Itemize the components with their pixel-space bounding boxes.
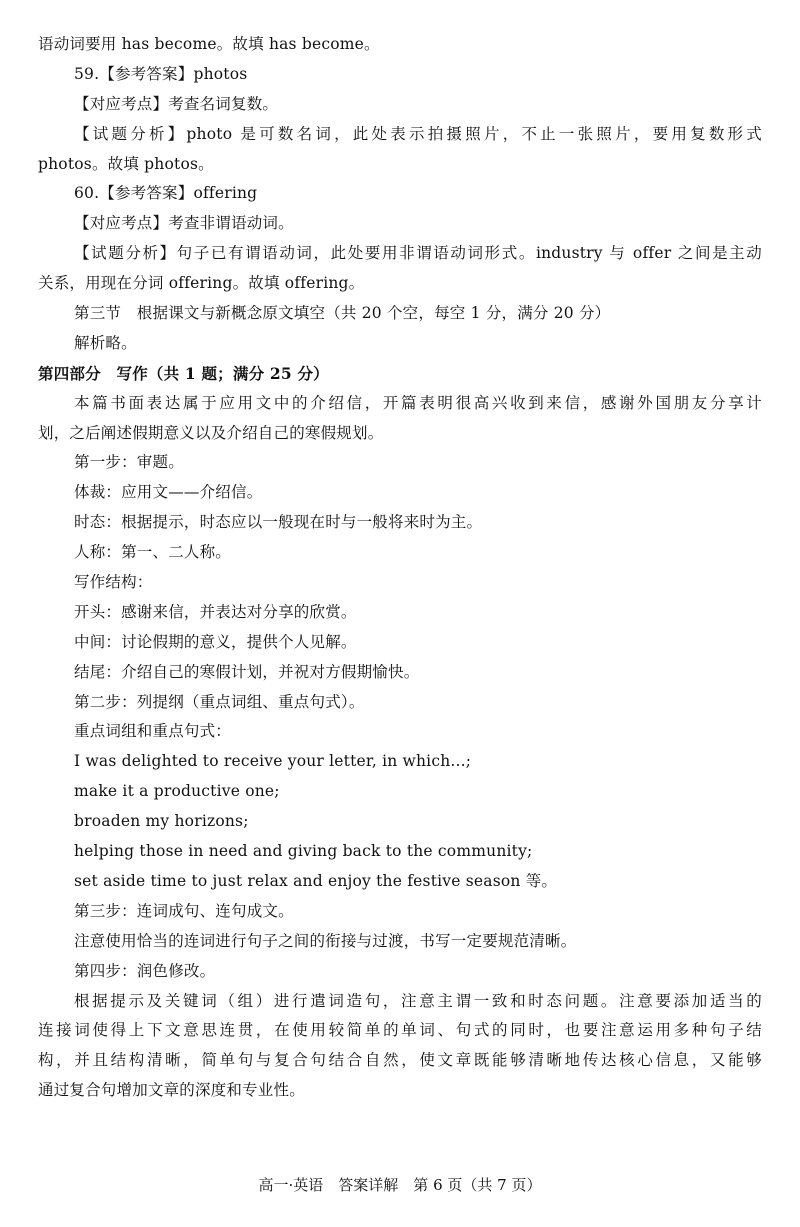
text-line: 【对应考点】考查非谓语动词。 [74, 214, 294, 233]
text-line: helping those in need and giving back to the community; [74, 842, 533, 861]
text-line: 59.【参考答案】photos [74, 64, 248, 83]
text-line: 第四步：润色修改。 [74, 961, 216, 980]
text-line: 关系，用现在分词 offering。故填 offering。 [38, 274, 365, 293]
text-line: 解析略。 [74, 333, 137, 352]
text-line: 【对应考点】考查名词复数。 [74, 94, 279, 113]
text-line: 开头：感谢来信，并表达对分享的欣赏。 [74, 602, 357, 621]
text-line: 第二步：列提纲（重点词组、重点句式）。 [74, 692, 365, 711]
document-body [38, 30, 762, 1106]
text-line: 第一步：审题。 [74, 453, 184, 472]
text-line: 根据提示及关键词（组）进行遣词造句，注意主谓一致和时态问题。注意要添加适当的 [74, 991, 762, 1010]
text-line: 结尾：介绍自己的寒假计划，并祝对方假期愉快。 [74, 662, 420, 681]
text-line: 语动词要用 has become。故填 has become。 [38, 35, 380, 53]
text-line: make it a productive one; [74, 782, 280, 801]
text-line: 通过复合句增加文章的深度和专业性。 [38, 1081, 305, 1100]
text-line: broaden my horizons; [74, 812, 249, 831]
text-line: 本篇书面表达属于应用文中的介绍信，开篇表明很高兴收到来信，感谢外国朋友分享计 [74, 393, 762, 412]
text-line: 第三步：连词成句、连句成文。 [74, 901, 294, 920]
text-line: 60.【参考答案】offering [74, 184, 258, 203]
text-line: 【试题分析】句子已有谓语动词，此处要用非谓语动词形式。industry 与 offer 之间是主动 [74, 244, 762, 263]
text-line: 中间：讨论假期的意义，提供个人见解。 [74, 632, 357, 651]
text-line: 写作结构： [74, 573, 153, 592]
text-line: I was delighted to receive your letter, in which...; [74, 752, 472, 771]
text-line: 划，之后阐述假期意义以及介绍自己的寒假规划。 [38, 423, 384, 442]
text-line: 连接词使得上下文意思连贯，在使用较简单的单词、句式的同时，也要注意运用多种句子结 [38, 1021, 762, 1040]
text-line: set aside time to just relax and enjoy the festive season 等。 [74, 871, 558, 890]
text-line: 构，并且结构清晰，简单句与复合句结合自然，使文章既能够清晰地传达核心信息，又能够 [38, 1051, 762, 1070]
text-line: 【试题分析】photo 是可数名词，此处表示拍摄照片，不止一张照片，要用复数形式 [74, 124, 762, 143]
text-line: photos。故填 photos。 [38, 154, 214, 173]
section-heading: 第四部分 写作（共 1 题；满分 25 分） [38, 363, 329, 383]
text-line: 重点词组和重点句式： [74, 722, 232, 741]
text-line: 时态：根据提示，时态应以一般现在时与一般将来时为主。 [74, 513, 483, 532]
page-footer: 高一·英语 答案详解 第 6 页（共 7 页） [258, 1176, 542, 1194]
text-line: 第三节 根据课文与新概念原文填空（共 20 个空，每空 1 分，满分 20 分） [74, 304, 611, 323]
text-line: 注意使用恰当的连词进行句子之间的衔接与过渡，书写一定要规范清晰。 [74, 931, 577, 950]
text-line: 体裁：应用文——介绍信。 [74, 483, 263, 502]
text-line: 人称：第一、二人称。 [74, 543, 232, 562]
